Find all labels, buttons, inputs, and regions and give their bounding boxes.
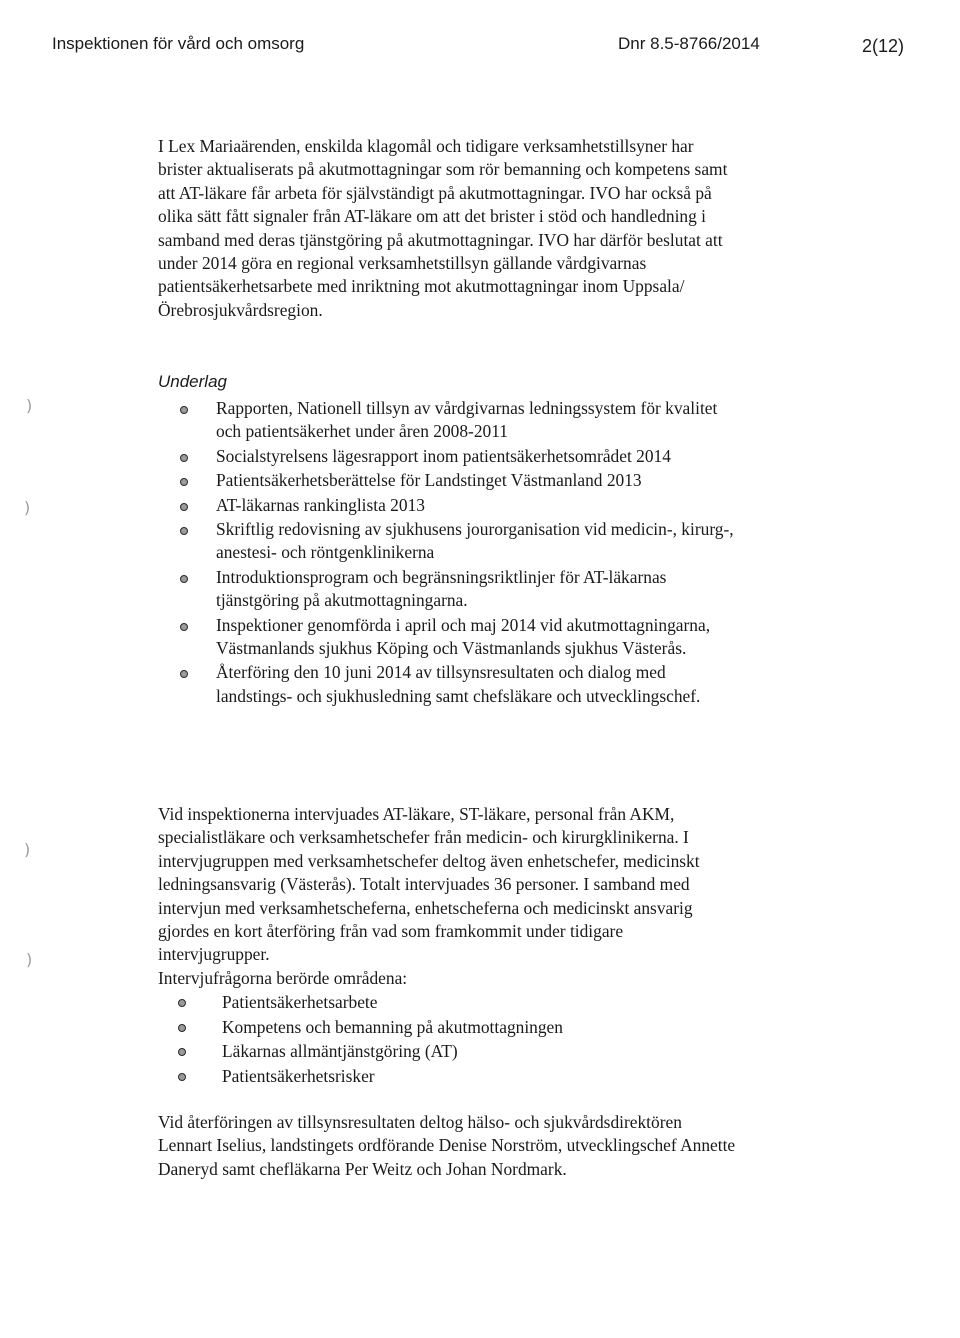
bullet-icon [180, 478, 188, 486]
closing-paragraph: Vid återföringen av tillsynsresultaten deltog hälso- och sjukvårdsdirektören Lennart Iselius, landstingets ordförande Denise Norström, utvecklingschef Annette Daneryd samt chefläkarna Per Weitz och Johan Nordmark. [158, 1112, 736, 1179]
bullet-icon [180, 503, 188, 511]
list-item [180, 661, 740, 708]
bullet-icon [178, 999, 186, 1007]
bullet-icon [180, 406, 188, 414]
bullet-icon [180, 623, 188, 631]
list-item-text: Patientsäkerhetsberättelse för Landstinget Västmanland 2013 [216, 470, 642, 491]
list-item [180, 494, 740, 517]
list-item [180, 614, 740, 661]
list-item [180, 518, 740, 565]
list-item-text: Kompetens och bemanning på akutmottagningen [222, 1016, 563, 1037]
list-item [178, 990, 738, 1015]
bullet-icon [178, 1048, 186, 1056]
list-item-text: Patientsäkerhetsarbete [222, 992, 378, 1012]
scan-artifact-mark: ) [26, 396, 33, 415]
list-item [178, 1039, 738, 1064]
header-organization: Inspektionen för vård och omsorg [52, 34, 305, 53]
list-item-text: AT-läkarnas rankinglista 2013 [216, 494, 425, 515]
scan-artifact-mark: ) [26, 950, 33, 969]
header-diary-number: Dnr 8.5-8766/2014 [618, 34, 760, 53]
list-item-text: Socialstyrelsens lägesrapport inom patientsäkerhetsområdet 2014 [216, 445, 671, 466]
topics-list [178, 990, 738, 1088]
closing-section [158, 1111, 738, 1181]
topics-intro: Intervjufrågorna berörde områdena: [158, 967, 408, 988]
list-item [180, 445, 740, 468]
list-item [180, 566, 740, 613]
list-item [180, 397, 740, 444]
list-item [178, 1064, 738, 1089]
interviews-paragraph: Vid inspektionerna intervjuades AT-läkare, ST-läkare, personal från AKM, specialistläkare och verksamhetschefer från medicin- och kirurgklinikerna. I intervjugruppen med verksamhetschefer deltog även enhetschefer, medicinskt ledningsansvarig (Västerås). Totalt intervjuades 36 personer. I samband med intervjun med verksamhetscheferna, enhetscheferna och medicinskt ansvarig gjordes en kort återföring från vad som framkommit under tidigare intervjugrupper. [158, 804, 700, 965]
scan-artifact-mark: ) [24, 498, 31, 517]
list-item-text: Rapporten, Nationell tillsyn av vårdgivarnas ledningssystem för kvalitet och patientsäkerhet under åren 2008-2011 [216, 398, 718, 442]
list-item-text: Läkarnas allmäntjänstgöring (AT) [222, 1041, 458, 1062]
intro-paragraph: I Lex Mariaärenden, enskilda klagomål och tidigare verksamhetstillsyner har brister aktualiserats på akutmottagningar som rör bemanning och kompetens samt att AT-läkare får arbeta för självständigt på akutmottagningar. IVO har också på olika sätt fått signaler från AT-läkare om att det brister i stöd och handledning i samband med deras tjänstgöring på akutmottagningar. IVO har därför beslutat att under 2014 göra en regional verksamhetstillsyn gällande vårdgivarnas patientsäkerhetsarbete med inriktning mot akutmottagningar inom Uppsala/Örebrosjukvårdsregion. [158, 136, 728, 320]
list-item-text: Återföring den 10 juni 2014 av tillsynsresultaten och dialog med landstings- och sjukhusledning samt chefsläkare och utvecklingschef. [216, 662, 701, 706]
interviews-section [158, 803, 738, 990]
bullet-icon [180, 670, 188, 678]
list-item [178, 1015, 738, 1040]
list-item-text: Patientsäkerhetsrisker [222, 1065, 375, 1086]
list-item [180, 469, 740, 492]
bullet-icon [180, 454, 188, 462]
intro-section [158, 135, 738, 322]
bullet-icon [180, 575, 188, 583]
underlag-list [180, 397, 740, 709]
header-page-number: 2(12) [861, 36, 904, 56]
list-item-text: Skriftlig redovisning av sjukhusens jourorganisation vid medicin-, kirurg-, anestesi- och röntgenklinikerna [216, 519, 734, 563]
list-item-text: Introduktionsprogram och begränsningsriktlinjer för AT-läkarnas tjänstgöring på akutmottagningarna. [216, 566, 667, 611]
bullet-icon [178, 1024, 186, 1032]
bullet-icon [180, 527, 188, 535]
page-header [52, 34, 904, 64]
underlag-heading: Underlag [158, 372, 227, 391]
bullet-icon [178, 1073, 186, 1081]
scan-artifact-mark: ) [24, 840, 31, 859]
list-item-text: Inspektioner genomförda i april och maj 2014 vid akutmottagningarna, Västmanlands sjukhus Köping och Västmanlands sjukhus Västerås. [216, 614, 711, 659]
